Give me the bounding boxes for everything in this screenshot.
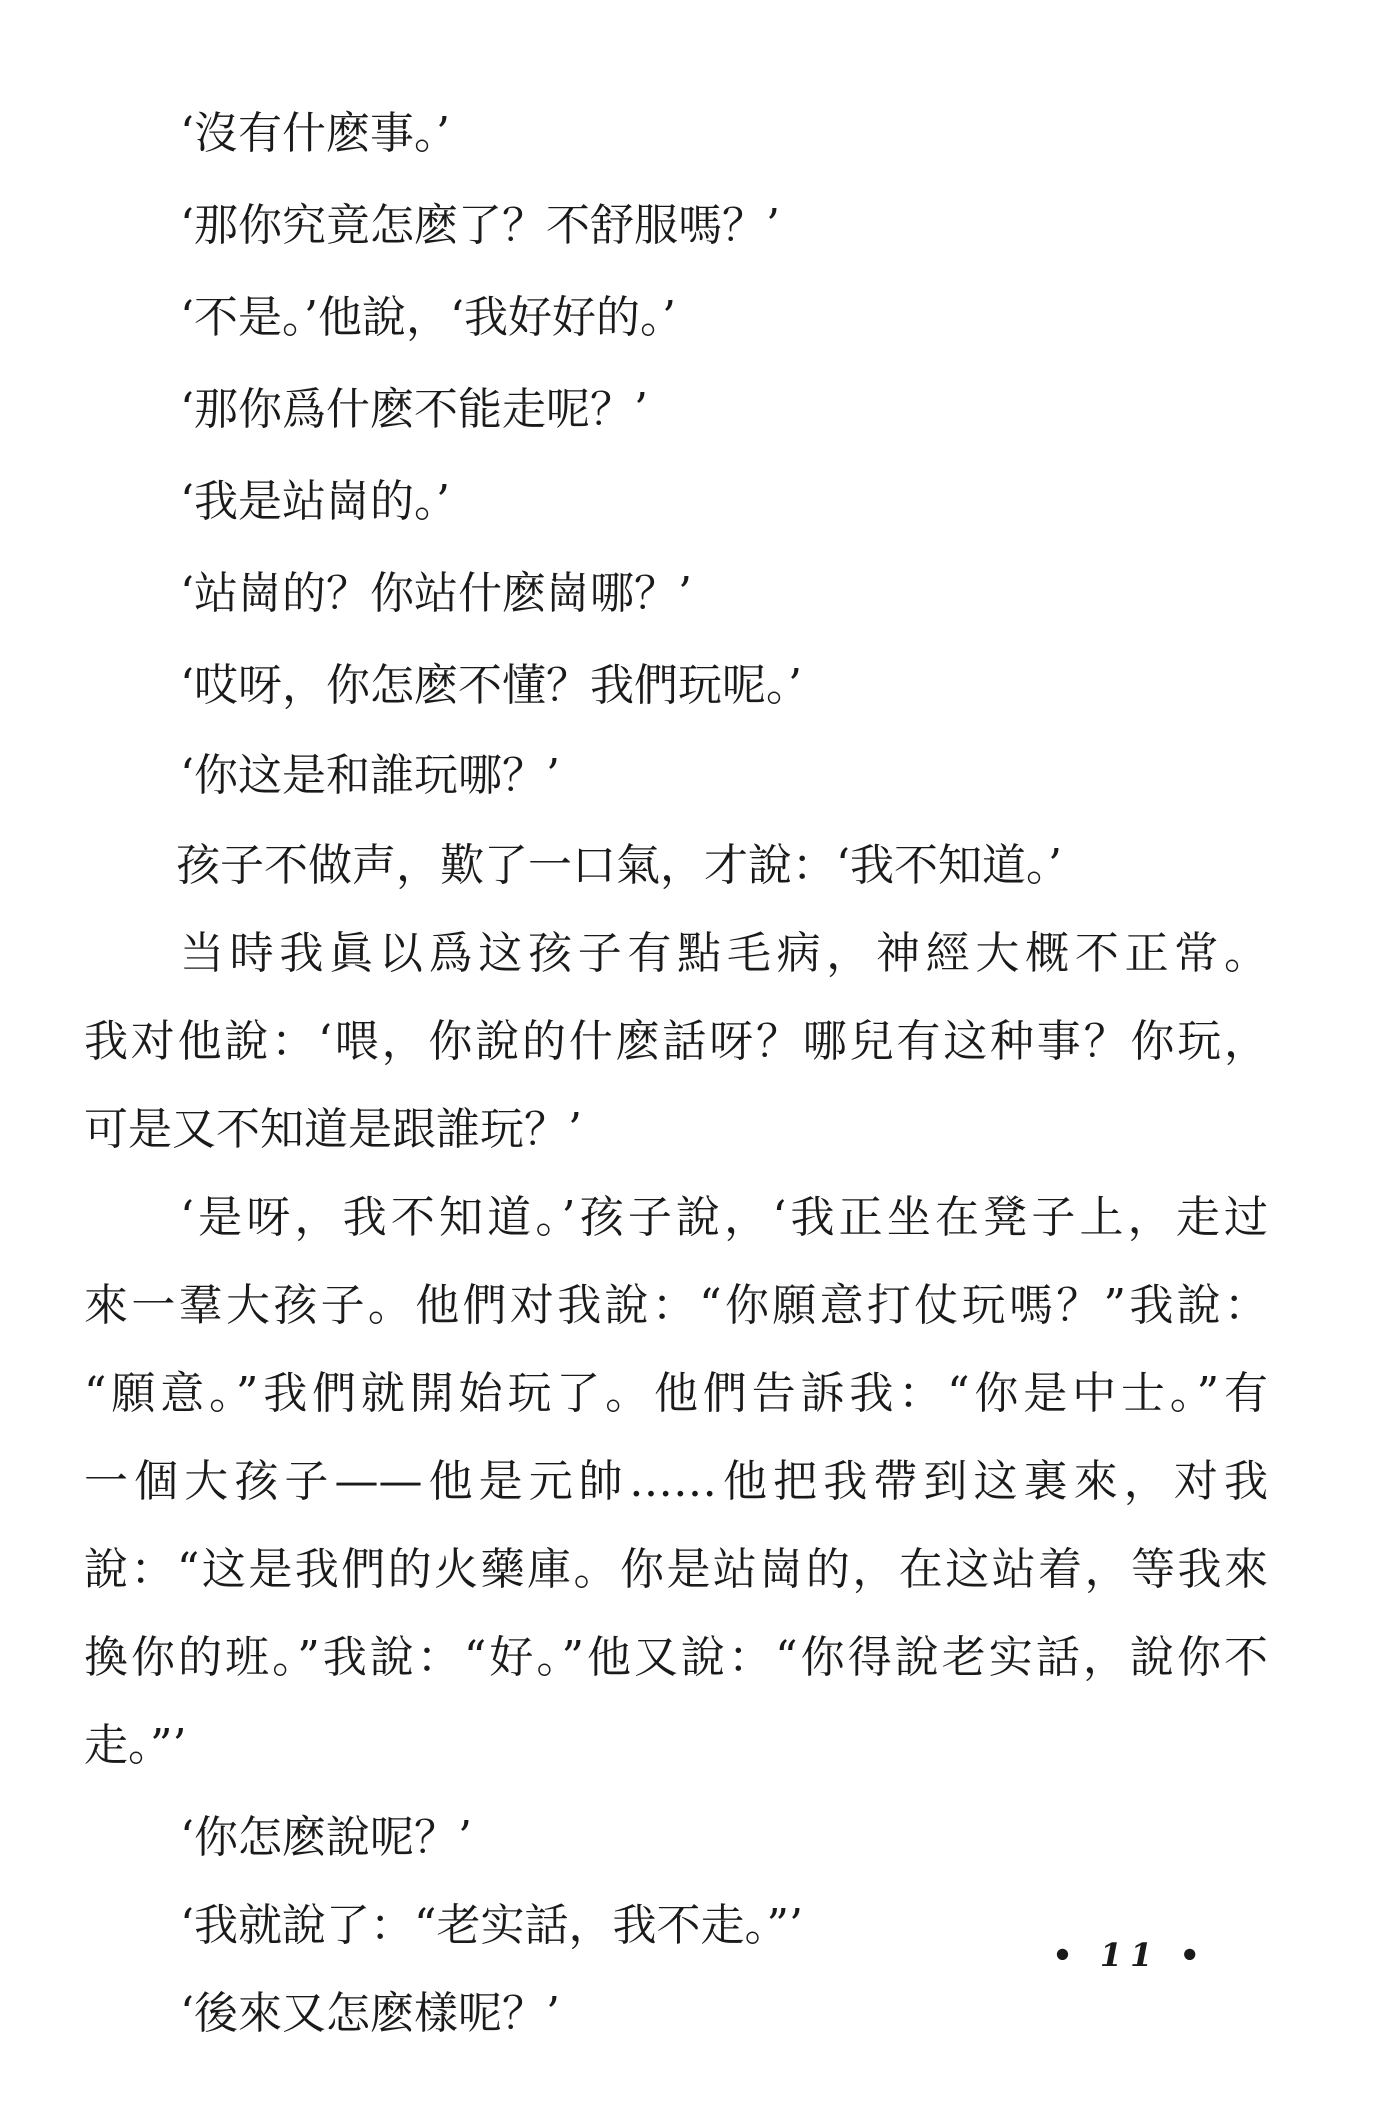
text-line-18: 換你的班。”我說：“好。”他又說：“你得說老实話，說你不: [84, 1632, 1268, 1683]
text-line-20: ‘你怎麽說呢？’: [180, 1812, 472, 1863]
text-line-4: ‘那你爲什麽不能走呢？’: [180, 384, 648, 435]
text-line-1: ‘沒有什麽事。’: [180, 108, 450, 159]
text-line-9: 孩子不做声，歎了一口氣，才說：‘我不知道。’: [176, 840, 1062, 891]
text-line-14: 來一羣大孩子。他們对我說：“你願意打仗玩嗎？”我說：: [84, 1280, 1268, 1331]
text-line-15: “願意。”我們就開始玩了。他們告訴我：“你是中士。”有: [84, 1368, 1268, 1419]
text-line-16: 一個大孩子——他是元帥……他把我帶到这裏來，对我: [84, 1456, 1268, 1507]
text-line-5: ‘我是站崗的。’: [180, 476, 450, 527]
text-line-13: ‘是呀，我不知道。’孩子說，‘我正坐在凳子上，走过: [180, 1192, 1268, 1243]
text-line-6: ‘站崗的？你站什麽崗哪？’: [180, 568, 692, 619]
text-line-2: ‘那你究竟怎麽了？不舒服嗎？’: [180, 200, 780, 251]
text-line-21: ‘我就說了：“老实話，我不走。”’: [180, 1900, 803, 1951]
text-line-11: 我对他說：‘喂，你說的什麽話呀？哪兒有这种事？你玩，: [84, 1016, 1268, 1067]
text-line-17: 說：“这是我們的火藥庫。你是站崗的，在这站着，等我來: [84, 1544, 1268, 1595]
text-line-19: 走。”’: [84, 1720, 187, 1771]
text-line-7: ‘哎呀，你怎麽不懂？我們玩呢。’: [180, 660, 802, 711]
text-line-22: ‘後來又怎麽樣呢？’: [180, 1988, 560, 2039]
page-number: • 11 •: [1052, 1936, 1208, 1974]
text-line-12: 可是又不知道是跟誰玩？’: [84, 1104, 582, 1155]
text-line-10: 当時我眞以爲这孩子有點毛病，神經大概不正常。: [180, 928, 1268, 979]
text-line-8: ‘你这是和誰玩哪？’: [180, 750, 560, 801]
text-line-3: ‘不是。’他說，‘我好好的。’: [180, 292, 676, 343]
